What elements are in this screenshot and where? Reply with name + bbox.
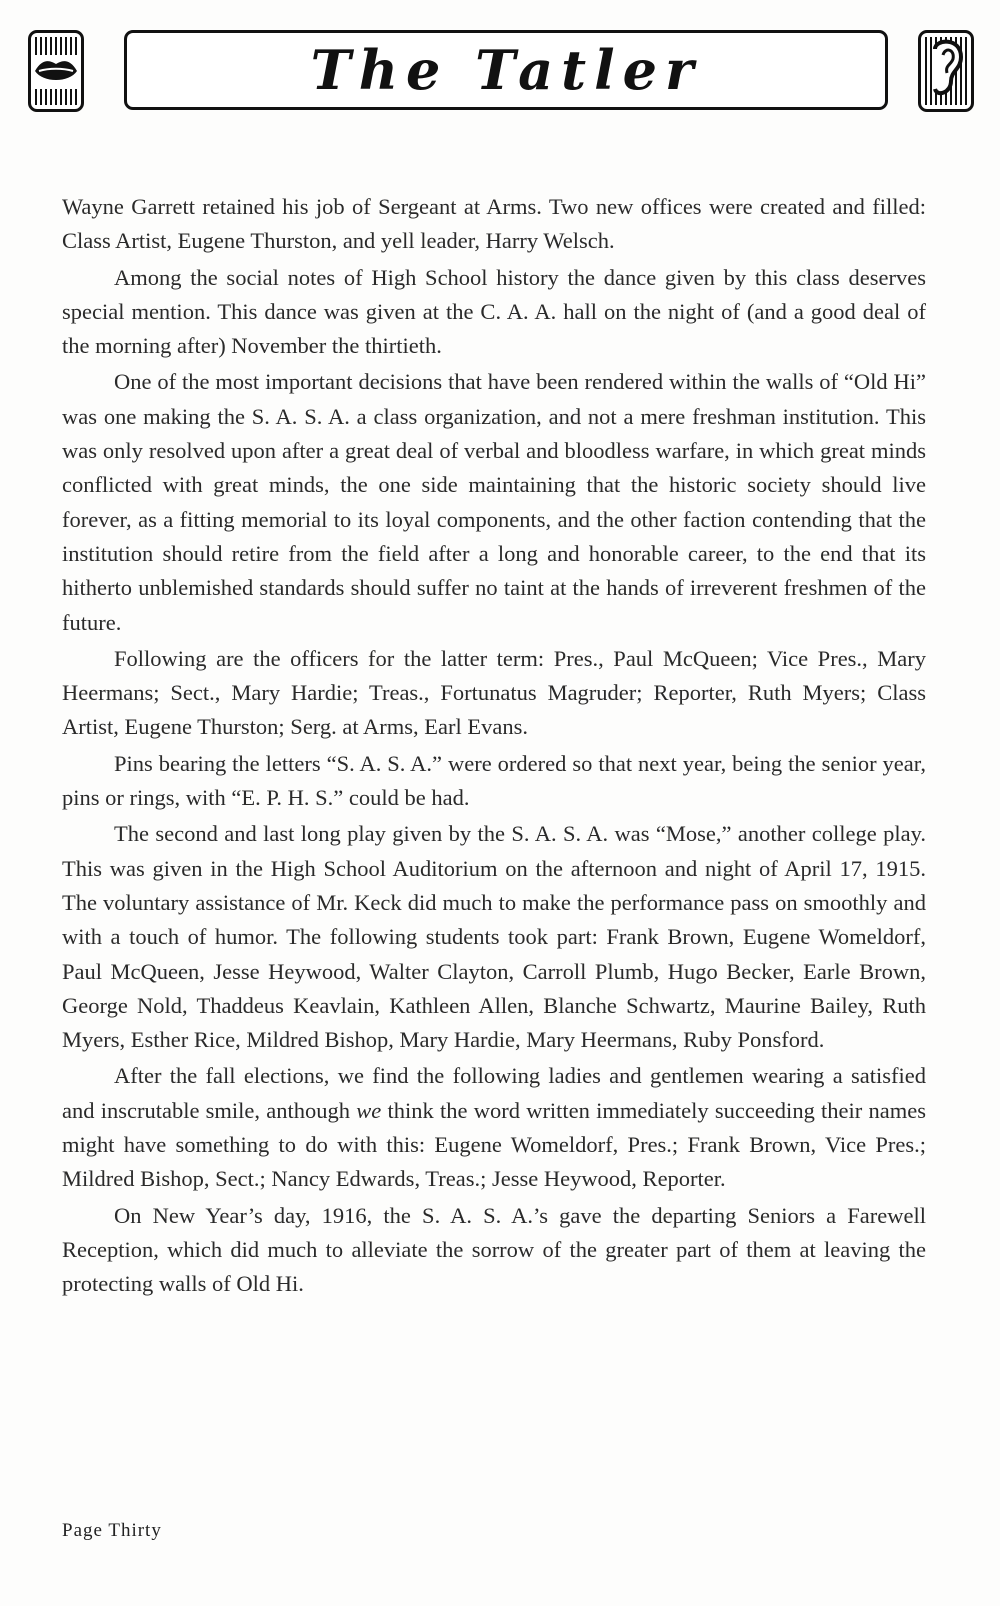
title-frame [124, 30, 888, 110]
page-number: Page Thirty [62, 1520, 162, 1541]
paragraph: On New Year’s day, 1916, the S. A. S. A.’s gave the departing Seniors a Farewell Reception, which did much to alleviate the sorrow of the greater part of them at leaving the protecting walls of Old Hi. [62, 1202, 926, 1297]
ear-icon [918, 30, 974, 112]
emphasized-word: we [356, 1097, 382, 1123]
paragraph: The second and last long play given by the S. A. S. A. was “Mose,” another college play. This was given in the High School Auditorium on the afternoon and night of April 17, 1915. The voluntary assistance of Mr. Keck did much to make the performance pass on smoothly and with a touch of humor. The following students took part: Frank Brown, Eugene Womeldorf, Paul McQueen, Jesse Heywood, Walter Clayton, Carroll Plumb, Hugo Becker, Earle Brown, George Nold, Thaddeus Keavlain, Kathleen Allen, Blanche Schwartz, Maurine Bailey, Ruth Myers, Esther Rice, Mildred Bishop, Mary Hardie, Mary Heermans, Ruby Ponsford. [62, 821, 926, 1053]
article-body [62, 190, 926, 1304]
paragraph [62, 1059, 926, 1196]
paragraph: Among the social notes of High School history the dance given by this class deserves special mention. This dance was given at the C. A. A. hall on the night of (and a good deal of the morning after) November the thirtieth. [62, 264, 926, 359]
publication-title: The Tatler [310, 38, 702, 102]
masthead [28, 28, 974, 112]
paragraph: One of the most important decisions that have been rendered within the walls of “Old Hi” was one making the S. A. S. A. a class organization, and not a mere freshman institution. This was only resolved upon after a great deal of verbal and bloodless warfare, in which great minds conflicted with great minds, the one side maintaining that the historic society should live forever, as a fitting memorial to its loyal components, and the other faction contending that the institution should retire from the field after a long and honorable career, to the end that its hitherto unblemished standards should suffer no taint at the hands of irreverent freshmen of the future. [62, 369, 926, 635]
paragraph: Pins bearing the letters “S. A. S. A.” were ordered so that next year, being the senior year, pins or rings, with “E. P. H. S.” could be had. [62, 750, 926, 811]
paragraph: Following are the officers for the latter term: Pres., Paul McQueen; Vice Pres., Mary Heermans; Sect., Mary Hardie; Treas., Fortunatus Magruder; Reporter, Ruth Myers; Class Artist, Eugene Thurston; Serg. at Arms, Earl Evans. [62, 645, 926, 740]
lips-icon [28, 30, 84, 112]
paragraph-text: After the fall elections, we find the following ladies and gentlemen wearing a satisfied and inscrutable smile, anthough [62, 1063, 926, 1123]
paragraph: Wayne Garrett retained his job of Sergeant at Arms. Two new offices were created and filled: Class Artist, Eugene Thurston, and yell leader, Harry Welsch. [62, 194, 926, 254]
paragraph-text: think the word written immediately succeeding their names might have something to do with this: Eugene Womeldorf, Pres.; Frank Brown, Vice Pres.; Mildred Bishop, Sect.; Nancy Edwards, Treas.; Jesse Heywood, Reporter. [62, 1097, 926, 1192]
